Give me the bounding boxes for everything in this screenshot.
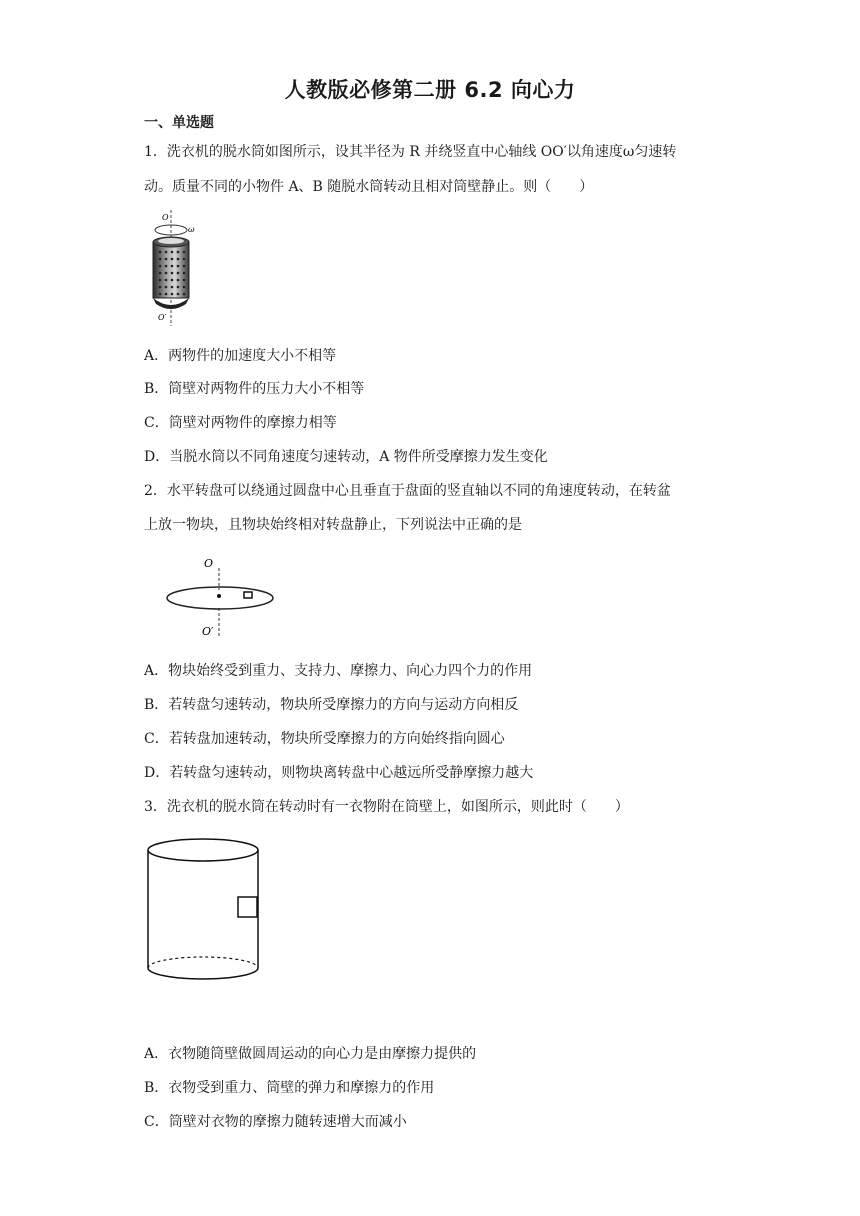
q1-option-b: B．筒壁对两物件的压力大小不相等 xyxy=(144,381,365,397)
q2-option-b: B．若转盘匀速转动，物块所受摩擦力的方向与运动方向相反 xyxy=(144,697,519,713)
q3-option-c: C．筒壁对衣物的摩擦力随转速增大而减小 xyxy=(144,1114,407,1130)
q1-option-d: D．当脱水筒以不同角速度匀速转动，A 物件所受摩擦力发生变化 xyxy=(144,449,548,465)
section-heading: 一、单选题 xyxy=(144,115,214,131)
turntable-figure xyxy=(160,552,280,640)
q2-option-a: A．物块始终受到重力、支持力、摩擦力、向心力四个力的作用 xyxy=(144,663,533,679)
q1-option-c: C．筒壁对两物件的摩擦力相等 xyxy=(144,415,337,431)
fig1-label-o-prime: O′ xyxy=(158,313,167,322)
q1-option-a: A．两物件的加速度大小不相等 xyxy=(144,348,337,364)
spin-dryer-figure xyxy=(140,208,210,330)
q3-option-a: A．衣物随筒壁做圆周运动的向心力是由摩擦力提供的 xyxy=(144,1046,477,1062)
q3-option-b: B．衣物受到重力、筒壁的弹力和摩擦力的作用 xyxy=(144,1080,435,1096)
q3-stem-line-1: 3．洗衣机的脱水筒在转动时有一衣物附在筒壁上，如图所示，则此时（ ） xyxy=(144,799,629,815)
q2-option-c: C．若转盘加速转动，物块所受摩擦力的方向始终指向圆心 xyxy=(144,731,505,747)
q2-stem-line-2: 上放一物块，且物块始终相对转盘静止，下列说法中正确的是 xyxy=(144,517,522,533)
document-title: 人教版必修第二册 6.2 向心力 xyxy=(284,78,576,102)
q1-stem-line-2: 动。质量不同的小物件 A、B 随脱水筒转动且相对筒壁静止。则（ ） xyxy=(144,179,594,195)
fig1-label-o: O xyxy=(162,213,169,222)
q2-option-d: D．若转盘匀速转动，则物块离转盘中心越远所受静摩擦力越大 xyxy=(144,765,534,781)
fig2-label-o-prime: O′ xyxy=(202,625,214,638)
fig1-label-omega: ω xyxy=(188,225,195,234)
q1-stem-line-1: 1．洗衣机的脱水筒如图所示，设其半径为 R 并绕竖直中心轴线 OO′以角速度ω匀速转 xyxy=(144,144,677,160)
q2-stem-line-1: 2．水平转盘可以绕通过圆盘中心且垂直于盘面的竖直轴以不同的角速度转动，在转盆 xyxy=(144,483,671,499)
fig2-label-o: O xyxy=(204,557,214,570)
cylinder-figure xyxy=(144,836,264,986)
